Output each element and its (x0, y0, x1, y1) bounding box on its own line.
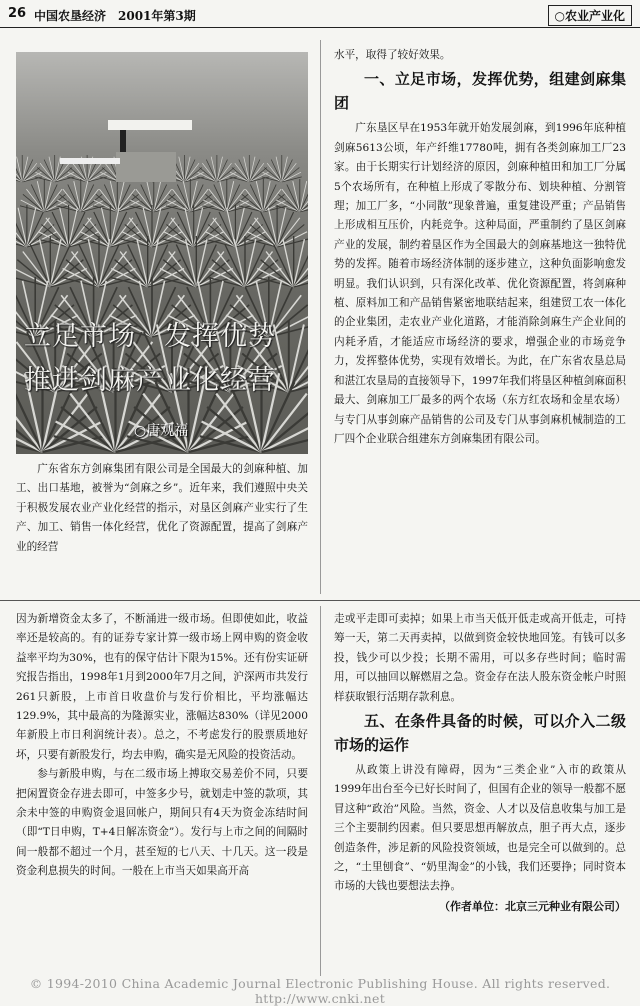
author-affiliation: （作者单位：北京三元种业有限公司） (334, 897, 626, 916)
sisal-field-photo (16, 52, 308, 454)
intro-paragraph: 广东省东方剑麻集团有限公司是全国最大的剑麻种植、加工、出口基地，被誉为“剑麻之乡”。近年来，我们遵照中央关于积极发展农业产业化经营的指示，对垦区剑麻产业实行了生产、加工、销售一体化经营，优化了资源配置，提高了剑麻产业的经营 (16, 460, 308, 557)
section-heading-1: 一、立足市场，发挥优势，组建剑麻集团 (334, 67, 626, 115)
body-paragraph: 参与新股申购，与在二级市场上搏取交易差价不同，只要把闲置资金存进去即可，中签多少号，就划走中签的款项，其余未中签的申购资金退回帐户，期间只有4天为资金冻结时间（即“T日申购，T+4日解冻资金”）。发行与上市之间的间隔时间一般都不超过一个月，甚至短的七八天、十几天。这一段是资金利息损失的时间。一般在上市当天如果高开高 (16, 765, 308, 881)
body-paragraph: 从政策上讲没有障碍，因为“三类企业”入市的政策从1999年出台至今已好长时间了，但国有企业的领导一般都不愿冒这种“政治”风险。当然，资金、人才以及信息收集与加工是三个主要制约因素。但只要思想再解放点，胆子再大点，逐步创造条件，涉足新的风险投资领域，也是完全可以做到的。总之，“土里刨食”、“奶里淘金”的小钱，我们还要挣；同时资本市场的大钱也要想法去挣。 (334, 761, 626, 897)
sisal-plant (121, 205, 183, 247)
article-author: ○唐观福 (134, 420, 188, 440)
section-heading-5: 五、在条件具备的时候，可以介入二级市场的运作 (334, 709, 626, 757)
sisal-plant (276, 179, 309, 212)
column-divider-top (320, 40, 321, 594)
sisal-plant (163, 205, 225, 247)
page-header (0, 0, 640, 28)
sisal-plant (16, 205, 58, 247)
page-number: 26 (8, 6, 26, 21)
left-top-column (16, 460, 308, 557)
right-bottom-column (334, 610, 626, 916)
sisal-plant (262, 155, 302, 182)
sisal-plant (230, 155, 270, 182)
copyright-footer: © 1994-2010 China Academic Journal Electronic Publishing House. All rights reserved. http://www.cnki.net (0, 976, 640, 1000)
right-top-column (334, 46, 626, 449)
journal-title: 中国农垦经济 2001年第3期 (34, 7, 196, 24)
body-paragraph: 因为新增资金太多了，不断涌进一级市场。但即使如此，收益率还是较高的。有的证券专家计算一级市场上网申购的资金收益率平均为30%，也有的保守估计下限为15%。还有份实证研究报告指出，1998年1月到2000年7月之间，沪深两市共发行261只新股，上市首日收盘价与发行价相比，平均涨幅达129.9%，其中最高的为隆源实业，涨幅达830%（详见2000年新股上市日利润统计表）。总之，不考虑发行的股票质地好坏，只要有新股发行，均去申购，确实是无风险的投资活动。 (16, 610, 308, 765)
article-title-line2: 推进剑麻产业化经营 (24, 358, 276, 397)
sisal-plant (205, 205, 267, 247)
sisal-plant (197, 155, 237, 182)
continued-text: 水平，取得了较好效果。 (334, 46, 626, 65)
column-divider-bottom (320, 606, 321, 976)
header-rule (0, 27, 640, 28)
body-paragraph: 广东垦区早在1953年就开始发展剑麻，到1996年底种植剑麻5613公顷，年产纤维17780吨，拥有各类剑麻加工厂23家。由于长期实行计划经济的原因，剑麻种植田和加工厂分属5个农场所有，在种植上形成了零散分布、划块种植、分割管理；加工厂多，“小同散”现象普遍，重复建设严重；产品销售上形成相互压价，内耗竞争。这种局面，严重制约了垦区剑麻产业的发展，制约着垦区作为全国最大的剑麻基地这一独特优势的发挥。随着市场经济体制的逐步建立，这种负面影响愈发明显。我们认识到，只有深化改革、优化资源配置，将剑麻种植、原料加工和产品销售紧密地联结起来，组建贸工农一体化的企业集团，走农业产业化道路，才能消除剑麻生产企业间的内耗矛盾，才能适应市场经济的要求，增强企业的市场竞争力，发挥整体优势，实现有效增长。为此，在广东省农垦总局和湛江农垦局的直接领导下，1997年我们将垦区种植剑麻面积最大、剑麻加工厂最多的两个农场（东方红农场和金星农场）与专门从事剑麻产品销售的公司及专门从事剑麻机械制造的工厂四个企业联合组建东方剑麻集团有限公司。 (334, 119, 626, 449)
left-bottom-column (16, 610, 308, 882)
section-badge: ○农业产业化 (548, 5, 632, 26)
continued-text: 走或平走即可卖掉；如果上市当天低开低走或高开低走，可持筹一天，第二天再卖掉，以做到资金较快地回笼。有钱可以多投，钱少可以少投；长期不需用，可以多存些时间；临时需用，可以抽回以解燃眉之急。资金存在法人股东资金帐户时照样获取银行活期存款利息。 (334, 610, 626, 707)
article-title-line1: 立足市场 发挥优势 (24, 314, 276, 353)
article-divider (0, 600, 640, 601)
